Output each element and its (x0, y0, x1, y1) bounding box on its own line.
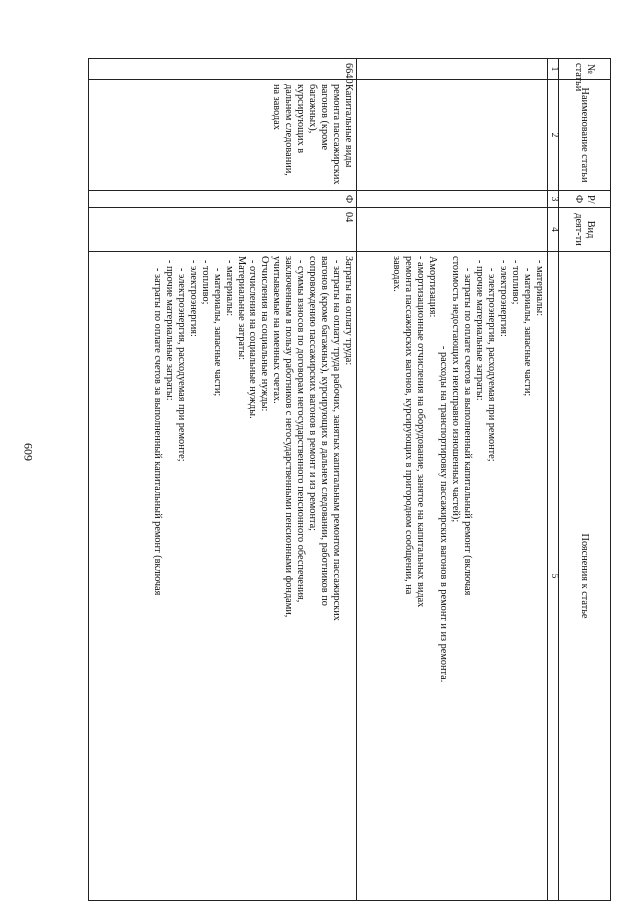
explanation-line: - суммы взносов по договорам негосударственного пенсионного обеспечения, (295, 260, 307, 603)
header-article-name: Наименование статьи (559, 80, 611, 191)
explanation-line: - затраты по оплате счетов за выполненный капитальный ремонт (включая (462, 268, 474, 596)
explanation-line: учитываемые на именных счетах. (271, 256, 283, 404)
header-rf: Р/ Ф (559, 191, 611, 208)
column-number: 1 (548, 59, 559, 80)
explanation-line: - электроэнергия, расходуемая при ремонте; (175, 268, 187, 462)
explanation-line: - расходы на транспортировку пассажирских вагонов в ремонт и из ремонта. (438, 346, 450, 683)
explanation-line: - электроэнергия: (498, 260, 510, 337)
explanation-line: Отчисления на социальные нужды: (259, 256, 271, 412)
explanation-line: - затраты по оплате счетов за выполненный капитальный ремонт (включая (152, 268, 163, 596)
article-number (357, 59, 548, 80)
explanation-line: - материалы, запасные части; (211, 268, 223, 397)
article-explanation (357, 252, 548, 901)
activity-type (357, 208, 548, 252)
budget-articles-table (88, 58, 611, 901)
activity-type: 04 (89, 208, 357, 252)
rf-value (357, 191, 548, 208)
explanation-line: - прочие материальные затраты: (163, 260, 175, 401)
column-number: 5 (548, 252, 559, 901)
header-explanation: Пояснения к статье (559, 252, 611, 901)
table-row (357, 59, 548, 901)
explanation-line: сопровождению пассажирских вагонов в ремонт и из ремонта; (307, 256, 319, 532)
explanation-line: - отчисления на социальные нужды. (247, 260, 259, 419)
explanation-line: заключенным в пользу работников с негосударственными пенсионными фондами, (283, 256, 295, 618)
column-number: 3 (548, 191, 559, 208)
rf-value: Ф (89, 191, 357, 208)
column-number: 2 (548, 80, 559, 191)
page-number: 609 (21, 443, 36, 461)
explanation-line: - электроэнергия: (187, 260, 199, 337)
header-article-number: № статьи (559, 59, 611, 80)
article-explanation (89, 252, 357, 901)
explanation-line: - амортизационные отчисления на оборудование, занятое на капитальных видах (414, 256, 426, 608)
rotated-table-frame (88, 58, 611, 900)
header-activity-type: Вид деят-ти (559, 208, 611, 252)
explanation-line: Затраты на оплату труда: (343, 256, 354, 366)
explanation-line: - топливо; (510, 260, 522, 305)
explanation-line: - затраты на оплату труда рабочих, занятых капитальным ремонтом пассажирских (331, 260, 343, 621)
explanation-line: Материальные затраты: (235, 256, 247, 360)
article-name: Капитальные виды ремонта пассажирских вагонов (кроме багажных), курсирующих в дальнем следовании, на заводах (271, 84, 354, 185)
table-row (89, 59, 357, 901)
explanation-line: ремонта пассажирских вагонов, курсирующих в пригородном сообщении, на (402, 256, 414, 595)
article-name (357, 80, 548, 191)
column-number-row (548, 59, 559, 901)
table-header-row (559, 59, 611, 901)
column-number: 4 (548, 208, 559, 252)
explanation-line: заводах. (390, 256, 402, 292)
explanation-line: - материалы: (534, 260, 545, 317)
article-number: 6640 (89, 59, 357, 80)
explanation-line: - прочие материальные затраты: (474, 260, 486, 401)
explanation-line: вагонов (кроме багажных), курсирующих в дальнем следовании, работников по (319, 256, 331, 606)
explanation-line: стоимость недостающих и неисправно изношенных частей); (450, 256, 462, 523)
explanation-line: - материалы: (223, 260, 235, 317)
explanation-line: Амортизация: (426, 256, 438, 318)
article-name-cell (89, 80, 357, 191)
explanation-line: - материалы, запасные части; (522, 268, 534, 397)
explanation-line: - топливо; (199, 260, 211, 305)
explanation-line: - электроэнергия, расходуемая при ремонте; (486, 268, 498, 462)
